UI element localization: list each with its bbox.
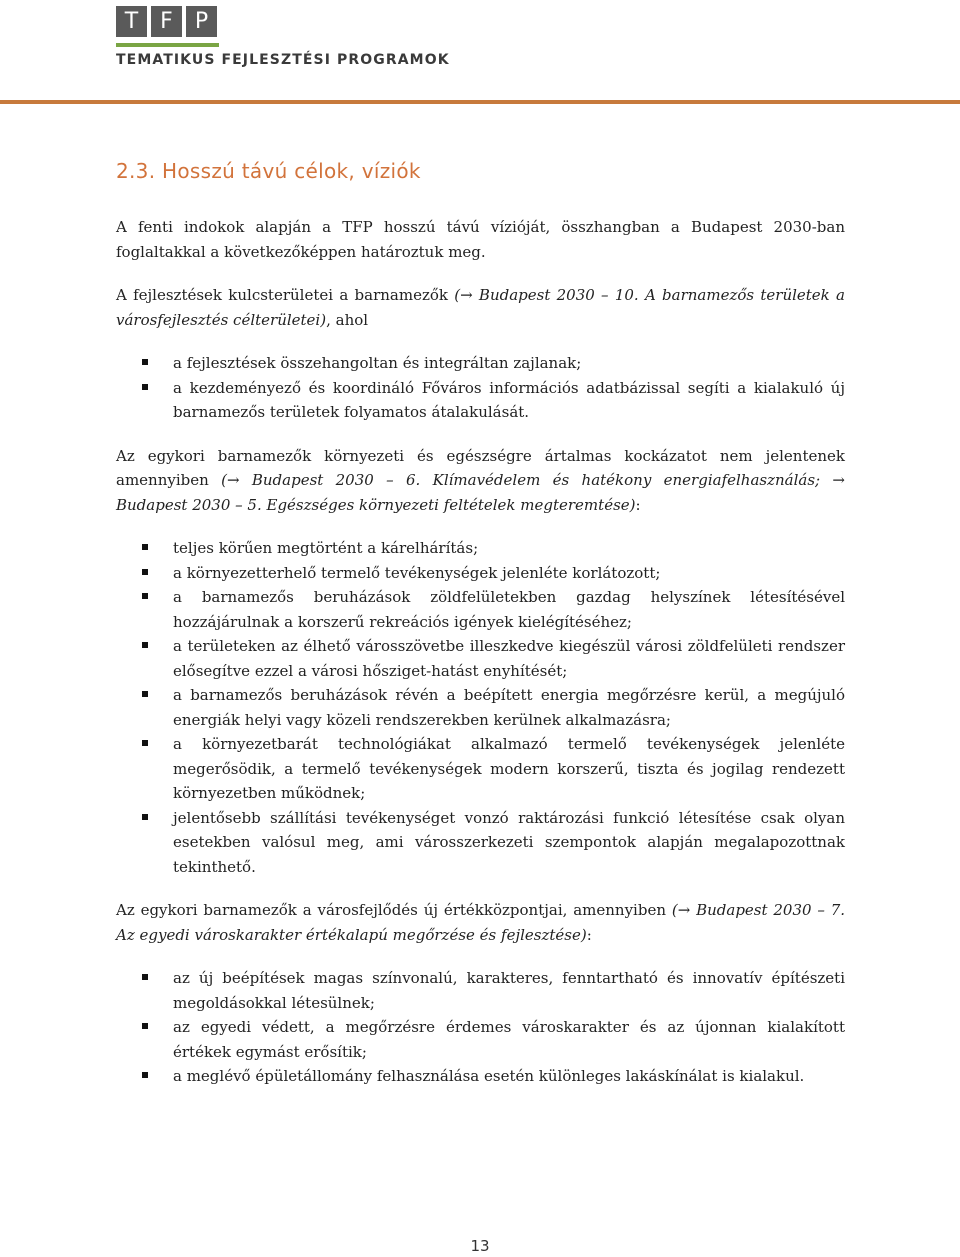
square-bullet-icon	[142, 593, 148, 599]
logo-tagline: TEMATIKUS FEJLESZTÉSI PROGRAMOK	[116, 52, 450, 68]
block3-list	[116, 966, 845, 1089]
list-item	[116, 351, 845, 376]
block3-paragraph	[116, 898, 845, 947]
list-item	[116, 683, 845, 732]
document-body	[116, 156, 845, 1108]
list-item	[116, 1015, 845, 1064]
square-bullet-icon	[142, 1072, 148, 1078]
list-item-text: a környezetbarát technológiákat alkalmazó termelő tevékenységek jelenléte megerősödik, a termelő tevékenységek modern korszerű, tiszta és jogilag rendezett környezetben működnek;	[173, 735, 845, 802]
square-bullet-icon	[142, 384, 148, 390]
list-item	[116, 1064, 845, 1089]
logo-letter-f: F	[151, 6, 182, 37]
list-item-text: jelentősebb szállítási tevékenységet vonzó raktározási funkció létesítése csak olyan esetekben valósul meg, ami városszerkezeti szempontok alapján megalapozottnak tekinthető.	[173, 808, 845, 876]
block2-paragraph	[116, 444, 845, 518]
block2-list	[116, 536, 845, 879]
logo-accent-line	[116, 43, 219, 47]
square-bullet-icon	[142, 569, 148, 575]
list-item-text: a környezetterhelő termelő tevékenységek jelenléte korlátozott;	[173, 563, 661, 582]
block2-lead: Az egykori barnamezők környezeti és egészségre ártalmas kockázatot nem jelentenek amennyiben	[116, 446, 845, 489]
list-item	[116, 561, 845, 586]
square-bullet-icon	[142, 1023, 148, 1029]
intro-paragraph: A fenti indokok alapján a TFP hosszú távú vízióját, összhangban a Budapest 2030-ban foglaltakkal a következőképpen határoztuk meg.	[116, 218, 845, 261]
block2-reference: (→ Budapest 2030 – 6. Klímavédelem és hatékony energiafelhasználás; → Budapest 2030 – 5. Egészséges környezeti feltételek megteremtése)	[116, 471, 845, 514]
block2-tail: :	[635, 495, 641, 514]
block3-tail: :	[586, 925, 592, 944]
list-item-text: az új beépítések magas színvonalú, karakteres, fenntartható és innovatív építészeti megoldásokkal létesülnek;	[173, 969, 845, 1012]
block1-paragraph	[116, 283, 845, 332]
square-bullet-icon	[142, 691, 148, 697]
list-item	[116, 634, 845, 683]
list-item-text: teljes körűen megtörtént a kárelhárítás;	[173, 539, 479, 557]
square-bullet-icon	[142, 974, 148, 980]
block1-lead: A fejlesztések kulcsterületei a barnamezők	[116, 286, 455, 304]
square-bullet-icon	[142, 740, 148, 746]
list-item-text: a barnamezős beruházások révén a beépített energia megőrzésre kerül, a megújuló energiák helyi vagy közeli rendszerekben kerülnek alkalmazásra;	[173, 686, 845, 729]
tfp-logo	[116, 6, 217, 37]
list-item	[116, 966, 845, 1015]
square-bullet-icon	[142, 814, 148, 820]
list-item	[116, 806, 845, 880]
logo-letter-p: P	[186, 6, 217, 37]
square-bullet-icon	[142, 544, 148, 550]
list-item	[116, 376, 845, 425]
header-divider	[0, 100, 960, 104]
list-item	[116, 585, 845, 634]
square-bullet-icon	[142, 359, 148, 365]
section-title: 2.3. Hosszú távú célok, víziók	[116, 159, 421, 183]
list-item-text: a fejlesztések összehangoltan és integráltan zajlanak;	[173, 354, 582, 372]
list-item-text: az egyedi védett, a megőrzésre érdemes városkarakter és az újonnan kialakított értékek egymást erősítik;	[173, 1018, 845, 1061]
block1-reference: (→ Budapest 2030 – 10. A barnamezős területek a városfejlesztés célterületei)	[116, 286, 845, 329]
block1-tail: , ahol	[326, 310, 369, 329]
list-item-text: a területeken az élhető városszövetbe illeszkedve kiegészül városi zöldfelületi rendszer elősegítve ezzel a városi hősziget-hatást enyhítését;	[173, 637, 845, 680]
block1-list	[116, 351, 845, 425]
list-item	[116, 732, 845, 806]
block3-reference: (→ Budapest 2030 – 7. Az egyedi városkarakter értékalapú megőrzése és fejlesztése)	[116, 901, 845, 944]
page-number: 13	[470, 1237, 490, 1255]
list-item-text: a kezdeményező és koordináló Főváros információs adatbázissal segíti a kialakuló új barnamezős területek folyamatos átalakulását.	[173, 378, 845, 421]
page-header	[0, 0, 960, 108]
logo-letter-t: T	[116, 6, 147, 37]
list-item-text: a meglévő épületállomány felhasználása esetén különleges lakáskínálat is kialakul.	[173, 1067, 805, 1085]
list-item	[116, 536, 845, 561]
list-item-text: a barnamezős beruházások zöldfelületekben gazdag helyszínek létesítésével hozzájárulnak a korszerű rekreációs igények kielégítéséhez;	[173, 588, 845, 631]
square-bullet-icon	[142, 642, 148, 648]
block3-lead: Az egykori barnamezők a városfejlődés új értékközpontjai, amennyiben	[116, 901, 672, 919]
